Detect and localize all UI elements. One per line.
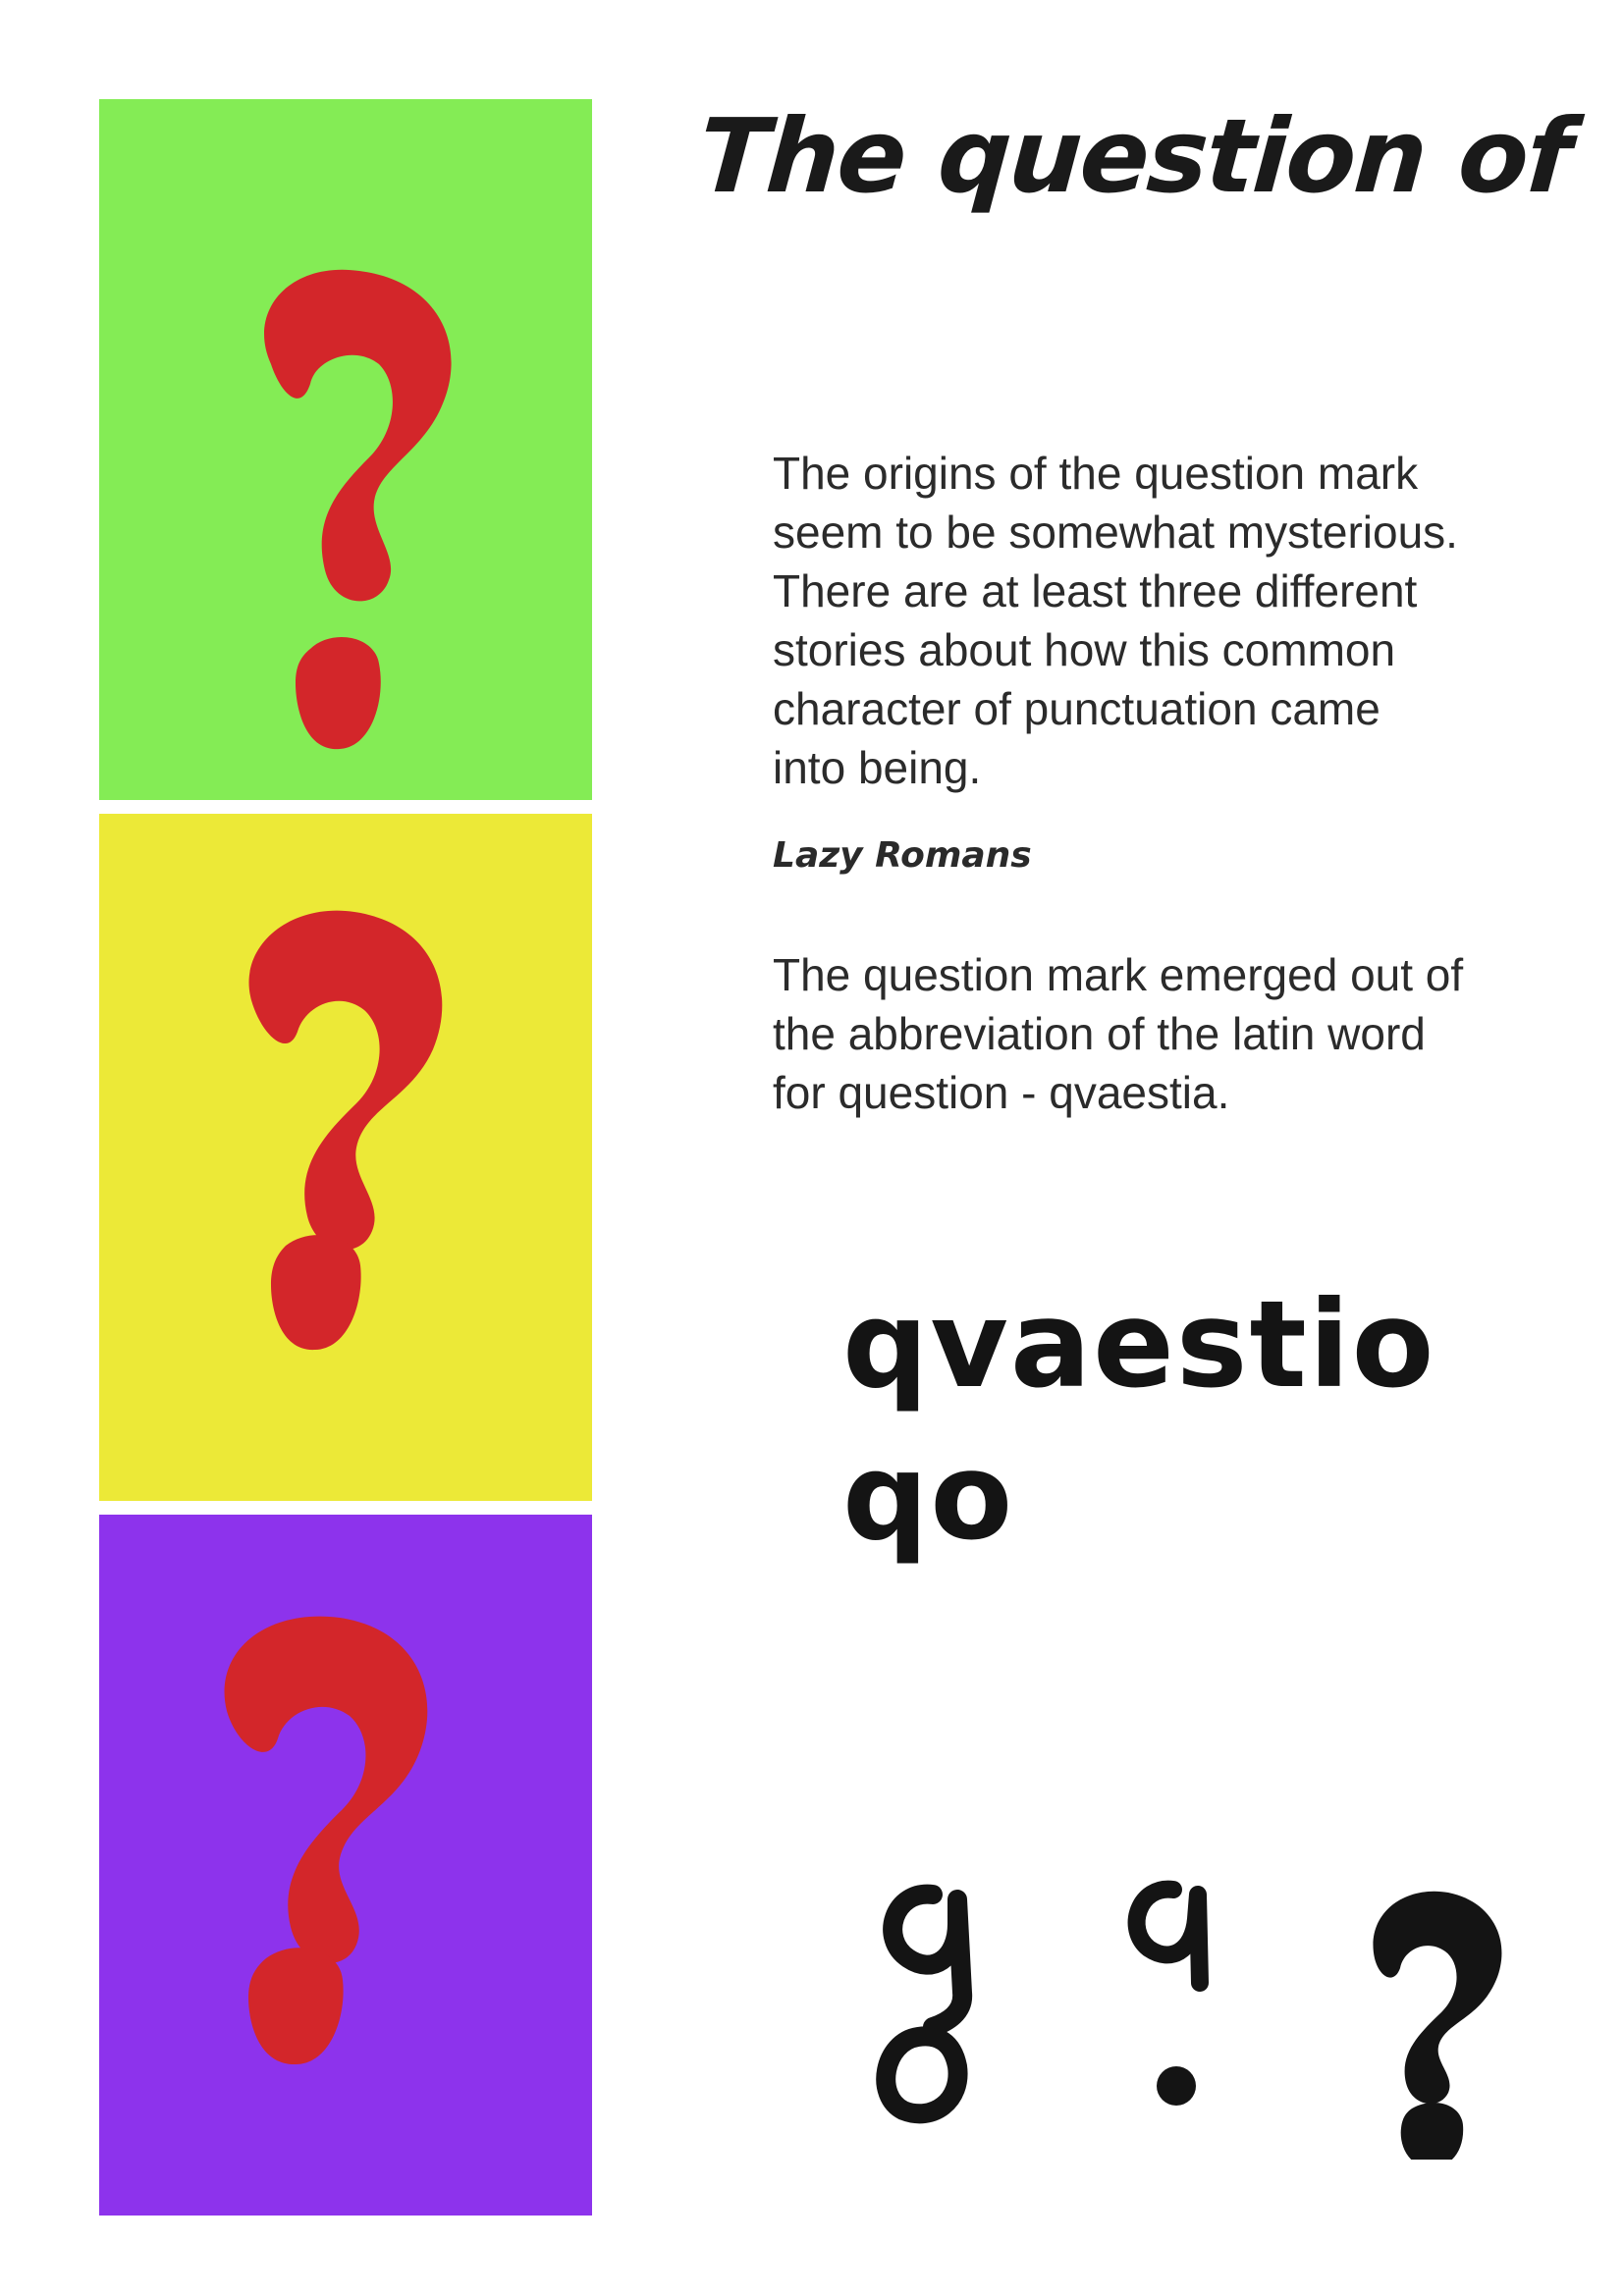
yellow-panel	[99, 814, 592, 1501]
intro-paragraph: The origins of the question mark seem to be somewhat mysterious. There are at least three different stories about how this common character of punctuation came into being.	[773, 448, 1458, 793]
section-paragraph: The question mark emerged out of the abbreviation of the latin word for question - qvaestia.	[773, 949, 1464, 1118]
q-over-dot-glyph-icon	[1137, 1890, 1200, 2106]
section-heading: Lazy Romans	[773, 835, 1032, 876]
page-title: The question of	[694, 96, 1574, 216]
glyph-evolution	[854, 1865, 1502, 2160]
brush-word-qo: qo	[842, 1427, 1015, 1567]
purple-panel	[99, 1515, 592, 2216]
brush-word-qvaestio: qvaestio	[842, 1275, 1436, 1415]
question-mark-icon	[99, 1515, 592, 2216]
q-over-o-glyph-icon	[886, 1895, 962, 2114]
question-mark-icon	[1373, 1892, 1501, 2160]
question-mark-icon	[99, 814, 592, 1501]
question-mark-icon	[99, 99, 592, 800]
green-panel	[99, 99, 592, 800]
